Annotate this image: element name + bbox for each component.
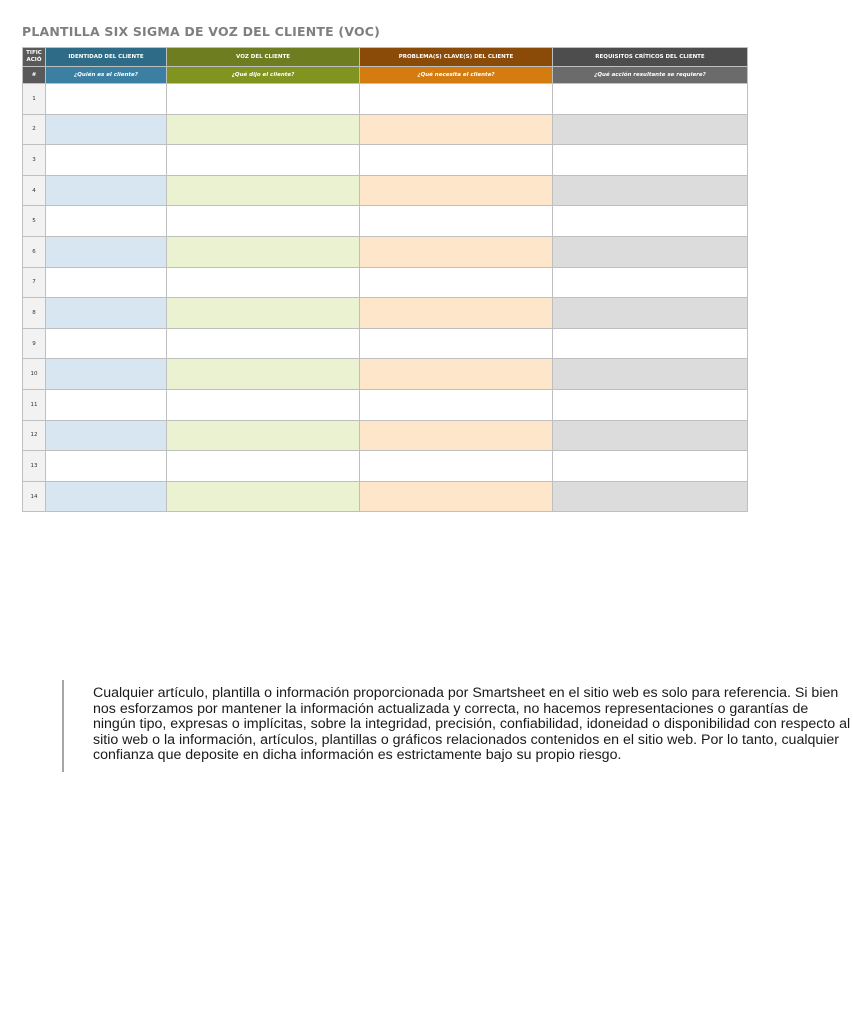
cell-requirements[interactable] [553,481,748,512]
cell-problem[interactable] [360,298,553,329]
cell-voice[interactable] [167,175,360,206]
table-row [23,236,748,267]
header-problem: PROBLEMA(S) CLAVE(S) DEL CLIENTE [360,48,553,67]
row-number: 4 [23,175,46,206]
table-row [23,359,748,390]
cell-problem[interactable] [360,84,553,115]
cell-requirements[interactable] [553,451,748,482]
row-number: 2 [23,114,46,145]
row-number: 5 [23,206,46,237]
header-voice: VOZ DEL CLIENTE [167,48,360,67]
cell-voice[interactable] [167,420,360,451]
page-title: PLANTILLA SIX SIGMA DE VOZ DEL CLIENTE (VOC) [22,24,381,39]
table-row [23,389,748,420]
cell-identity[interactable] [46,84,167,115]
cell-identity[interactable] [46,236,167,267]
disclaimer-text: Cualquier artículo, plantilla o información proporcionada por Smartsheet en el sitio web es solo para referencia. Si bien nos esforzamos por mantener la información actualizada y correcta, no hacemos representaciones o garantías de ningún tipo, expresas o implícitas, sobre la integridad, precisión, confiabilidad, idoneidad o disponibilidad con respecto al sitio web o la información, artículos, plantillas o gráficos relacionados contenidos en el sitio web. Por lo tanto, cualquier confianza que deposite en dicha información es estrictamente bajo su propio riesgo. [62,680,853,772]
cell-identity[interactable] [46,359,167,390]
cell-voice[interactable] [167,145,360,176]
row-number: 9 [23,328,46,359]
table-row [23,420,748,451]
cell-requirements[interactable] [553,114,748,145]
cell-identity[interactable] [46,298,167,329]
cell-voice[interactable] [167,359,360,390]
cell-problem[interactable] [360,145,553,176]
cell-problem[interactable] [360,236,553,267]
cell-requirements[interactable] [553,236,748,267]
cell-identity[interactable] [46,481,167,512]
cell-voice[interactable] [167,267,360,298]
cell-problem[interactable] [360,175,553,206]
cell-identity[interactable] [46,114,167,145]
table-row [23,267,748,298]
subheader-identity: ¿Quién es el cliente? [46,67,167,84]
cell-voice[interactable] [167,236,360,267]
row-number: 13 [23,451,46,482]
cell-problem[interactable] [360,481,553,512]
subheader-voice: ¿Qué dijo el cliente? [167,67,360,84]
table-row [23,451,748,482]
subheader-row [23,67,748,84]
cell-requirements[interactable] [553,84,748,115]
table-row [23,328,748,359]
cell-identity[interactable] [46,328,167,359]
cell-problem[interactable] [360,389,553,420]
table-row [23,481,748,512]
cell-requirements[interactable] [553,175,748,206]
cell-identity[interactable] [46,389,167,420]
cell-problem[interactable] [360,328,553,359]
header-id: TIFIC ACIÓ [23,48,46,67]
cell-identity[interactable] [46,267,167,298]
row-number: 12 [23,420,46,451]
cell-voice[interactable] [167,206,360,237]
cell-voice[interactable] [167,481,360,512]
table-row [23,298,748,329]
cell-problem[interactable] [360,114,553,145]
header-requirements: REQUISITOS CRÍTICOS DEL CLIENTE [553,48,748,67]
row-number: 6 [23,236,46,267]
cell-voice[interactable] [167,114,360,145]
table-row [23,175,748,206]
table-row [23,206,748,237]
cell-problem[interactable] [360,267,553,298]
row-number: 10 [23,359,46,390]
cell-identity[interactable] [46,206,167,237]
cell-voice[interactable] [167,451,360,482]
cell-problem[interactable] [360,451,553,482]
table-row [23,145,748,176]
cell-problem[interactable] [360,206,553,237]
voc-table [22,47,748,512]
cell-identity[interactable] [46,451,167,482]
cell-voice[interactable] [167,298,360,329]
row-number: 14 [23,481,46,512]
cell-voice[interactable] [167,389,360,420]
row-number: 11 [23,389,46,420]
subheader-requirements: ¿Qué acción resultante se requiere? [553,67,748,84]
cell-requirements[interactable] [553,267,748,298]
cell-identity[interactable] [46,420,167,451]
cell-voice[interactable] [167,84,360,115]
cell-voice[interactable] [167,328,360,359]
cell-requirements[interactable] [553,206,748,237]
header-identity: IDENTIDAD DEL CLIENTE [46,48,167,67]
cell-requirements[interactable] [553,389,748,420]
row-number: 1 [23,84,46,115]
table-row [23,84,748,115]
row-number: 7 [23,267,46,298]
cell-requirements[interactable] [553,328,748,359]
header-row [23,48,748,67]
cell-requirements[interactable] [553,298,748,329]
cell-identity[interactable] [46,145,167,176]
cell-problem[interactable] [360,359,553,390]
row-number: 8 [23,298,46,329]
table-row [23,114,748,145]
cell-requirements[interactable] [553,420,748,451]
row-number: 3 [23,145,46,176]
cell-problem[interactable] [360,420,553,451]
cell-requirements[interactable] [553,145,748,176]
subheader-id: # [23,67,46,84]
cell-identity[interactable] [46,175,167,206]
subheader-problem: ¿Qué necesita el cliente? [360,67,553,84]
cell-requirements[interactable] [553,359,748,390]
